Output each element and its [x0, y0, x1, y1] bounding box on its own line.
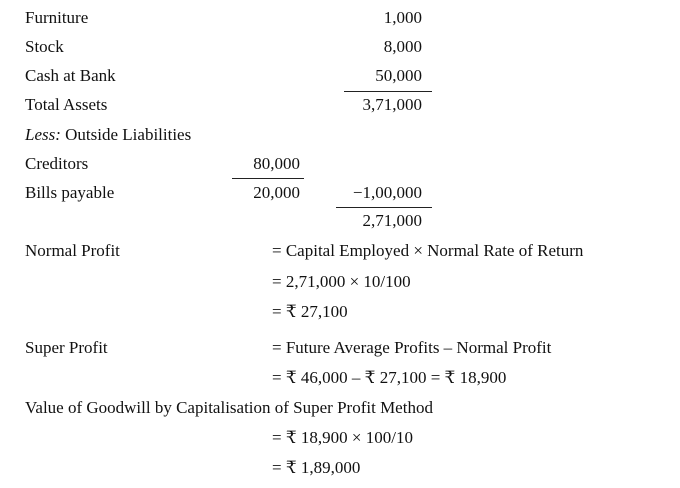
total-assets-amount: 3,71,000: [362, 95, 422, 114]
liability-amount-creditors: 80,000: [253, 154, 300, 173]
less-outside-liabilities: [25, 125, 191, 145]
asset-amount-furniture: 1,000: [383, 8, 422, 27]
asset-label-stock: Stock: [25, 37, 64, 56]
total-assets-label: Total Assets: [25, 95, 108, 114]
normal-profit-result: = ₹ 27,100: [272, 302, 348, 321]
net-assets-rule: [336, 207, 432, 208]
asset-amount-stock: 8,000: [383, 37, 422, 56]
liability-label-creditors: Creditors: [25, 154, 89, 173]
super-profit-label: Super Profit: [25, 338, 108, 357]
super-profit-formula: = Future Average Profits – Normal Profit: [272, 338, 552, 357]
goodwill-heading: Value of Goodwill by Capitalisation of Super Profit Method: [25, 398, 433, 417]
goodwill-result: = ₹ 1,89,000: [272, 458, 361, 477]
net-assets-amount: 2,71,000: [362, 211, 422, 230]
super-profit-result: = ₹ 46,000 – ₹ 27,100 = ₹ 18,900: [272, 368, 507, 387]
less-prefix: Less:: [25, 125, 61, 144]
normal-profit-label: Normal Profit: [25, 241, 120, 260]
liabilities-total: −1,00,000: [352, 183, 422, 202]
liabilities-rule: [232, 178, 304, 179]
asset-label-cash: Cash at Bank: [25, 66, 116, 85]
liability-label-bills-payable: Bills payable: [25, 183, 115, 202]
total-assets-rule: [344, 91, 432, 92]
liability-amount-bills-payable: 20,000: [253, 183, 300, 202]
asset-amount-cash: 50,000: [375, 66, 422, 85]
less-text: Outside Liabilities: [60, 125, 192, 144]
normal-profit-substitution: = 2,71,000 × 10/100: [272, 272, 411, 291]
asset-label-furniture: Furniture: [25, 8, 89, 27]
normal-profit-formula: = Capital Employed × Normal Rate of Return: [272, 241, 584, 260]
goodwill-formula: = ₹ 18,900 × 100/10: [272, 428, 413, 447]
